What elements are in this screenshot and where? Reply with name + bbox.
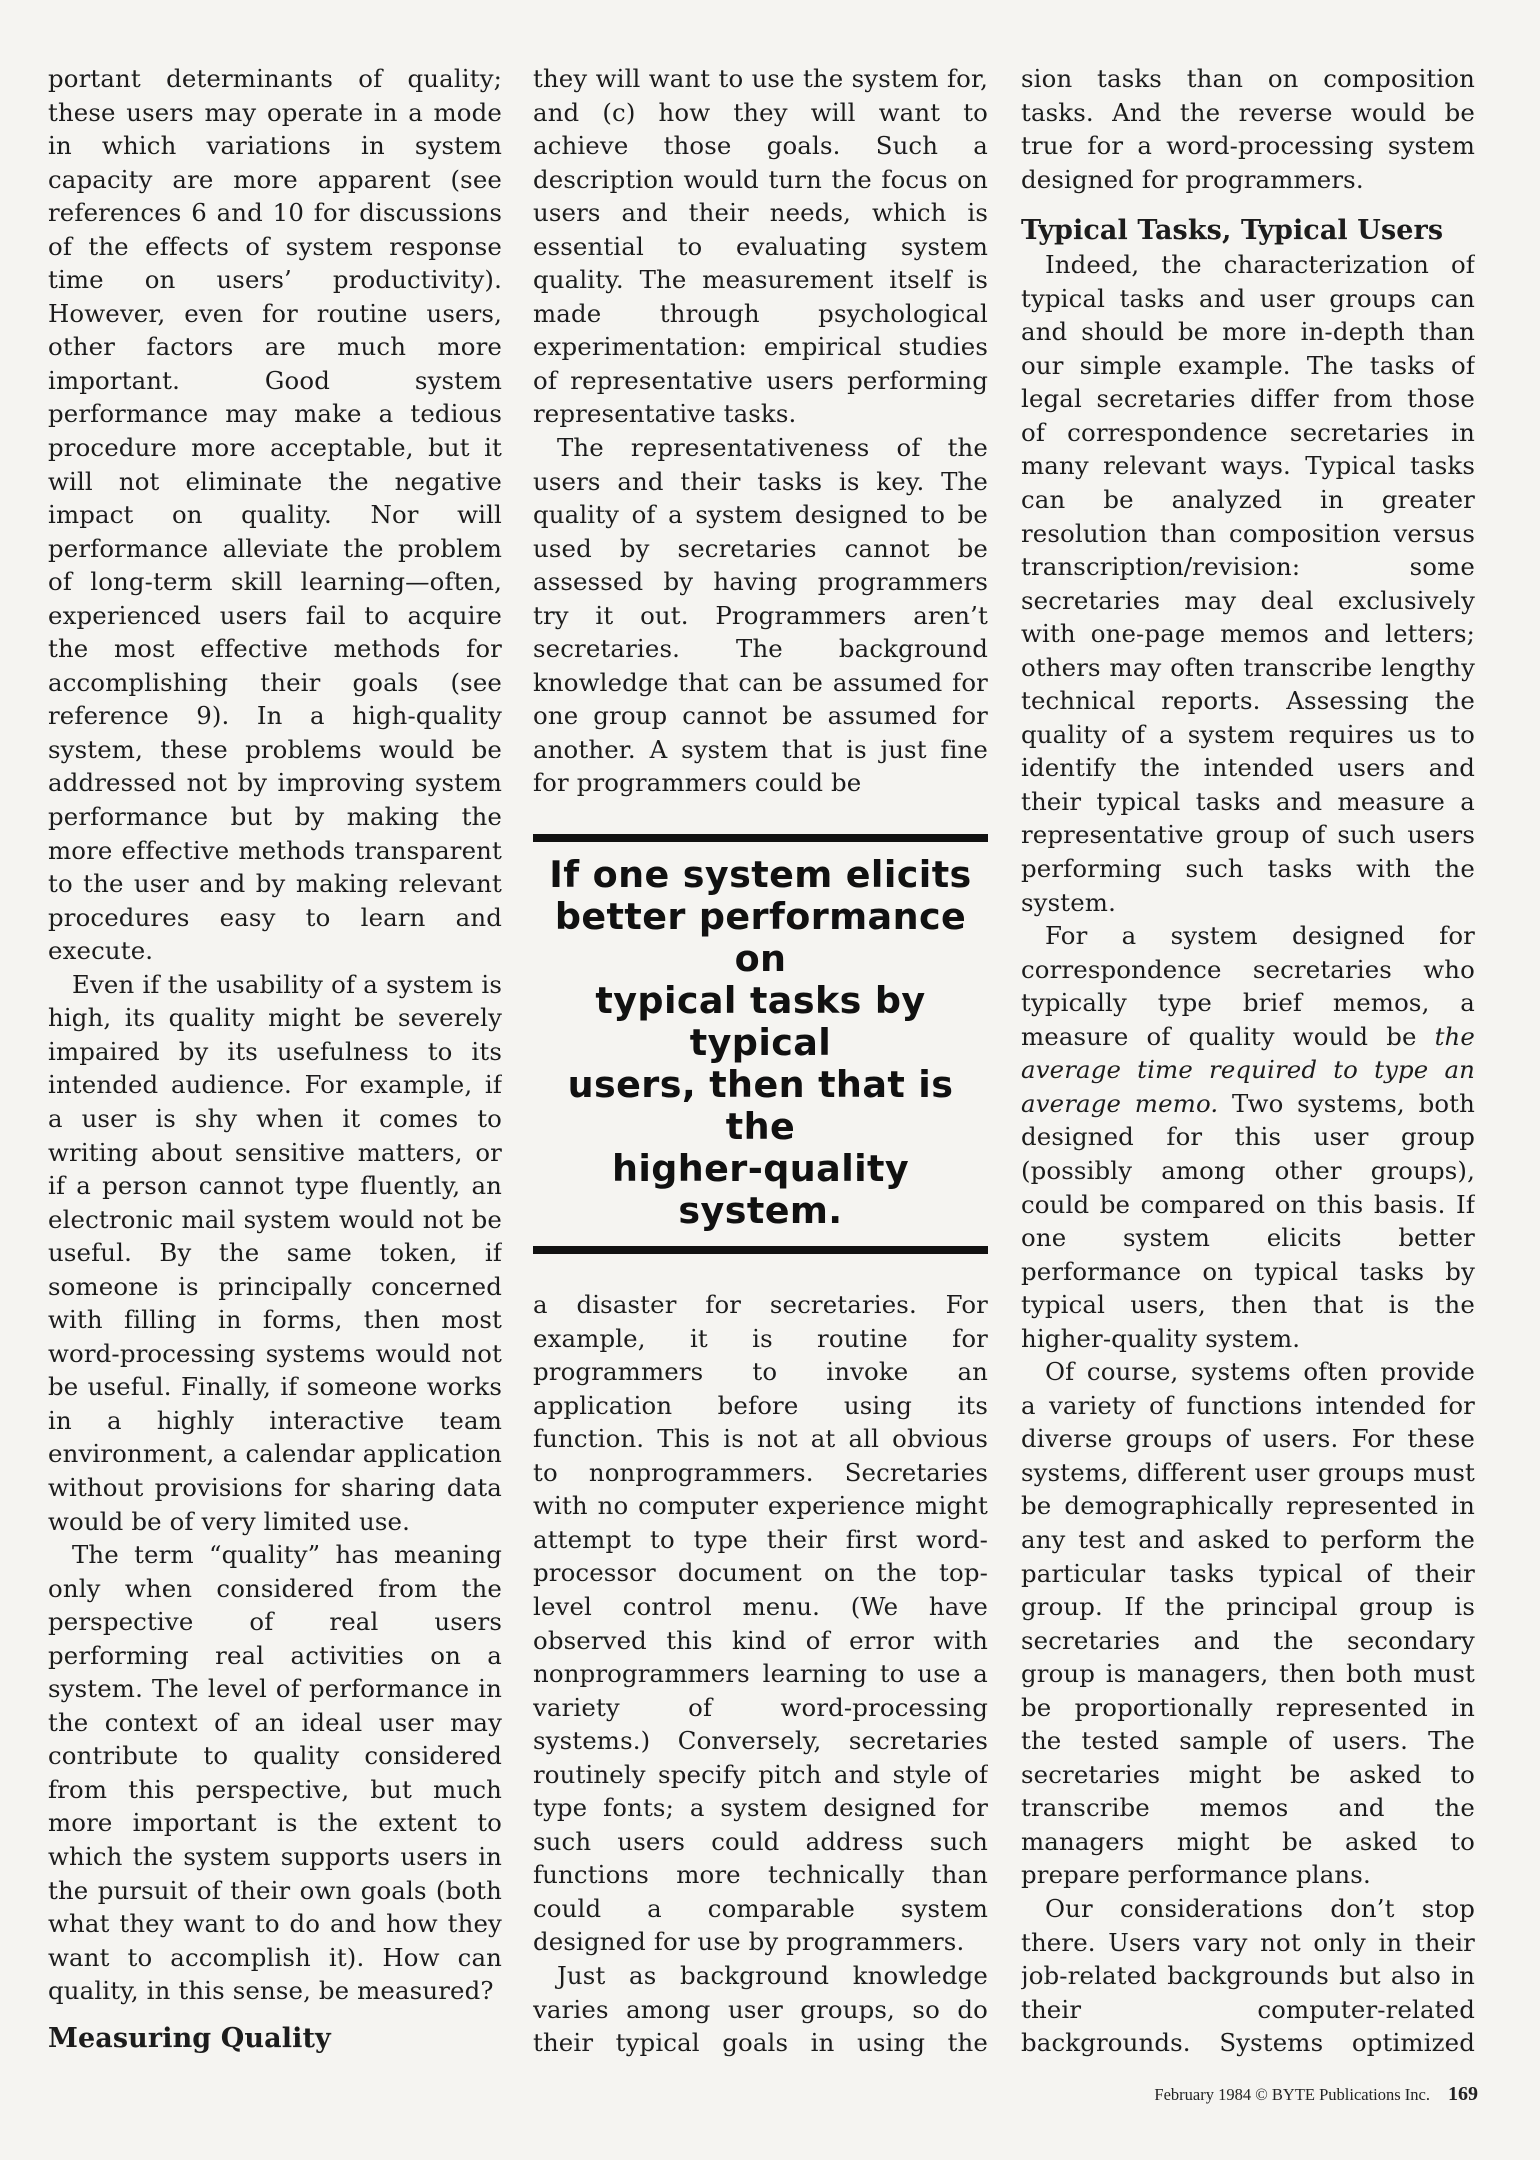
text-run: For a system designed for correspondence secretaries who typically type brief memos, a measure of quality would be bbox=[1021, 921, 1475, 1051]
pull-quote-line: If one system elicits bbox=[549, 853, 972, 897]
pull-quote-line: users, then that is the bbox=[567, 1063, 954, 1149]
paragraph: The representativeness of the users and their tasks is key. The quality of a system designed to be used by secretaries cannot be assessed by having programmers try it out. Programmers aren’t secretaries. The background knowledge that can be assumed for one group cannot be assumed for another. A system that is just fine for programmers could be bbox=[533, 433, 988, 798]
section-heading: Measuring Quality bbox=[48, 2022, 331, 2054]
paragraph bbox=[48, 2056, 502, 2057]
column-3 bbox=[1021, 62, 1475, 2057]
column-2 bbox=[533, 62, 988, 2057]
paragraph: Of course, systems often provide a variety of functions intended for diverse groups of users. For these systems, different user groups must be demographically represented in any test and asked to perform the particular tasks typical of their group. If the principal group is secretaries and the secondary group is managers, then both must be proportionally represented in the tested sample of users. The secretaries might be asked to transcribe memos and the managers might be asked to prepare performance plans. bbox=[1021, 1357, 1475, 1890]
paragraph: Indeed, the characterization of typical tasks and user groups can and should be more in-depth than our simple example. The tasks of legal secretaries differ from those of correspondence secretaries in many relevant ways. Typical tasks can be analyzed in greater resolution than composition versus transcription/revision: some secretaries may deal exclusively with one-page memos and letters; others may often transcribe lengthy technical reports. Assessing the quality of a system requires us to identify the intended users and their typical tasks and measure a representative group of such users performing such tasks with the system. bbox=[1021, 250, 1475, 917]
paragraph: portant determinants of quality; these users may operate in a mode in which variations in system capacity are more apparent (see references 6 and 10 for discussions of the effects of system response time on users’ productivity). However, even for routine users, other factors are much more important. Good system performance may make a tedious procedure more acceptable, but it will not eliminate the negative impact on quality. Nor will performance alleviate the problem of long-term skill learning—often, experienced users fail to acquire the most effective methods for accomplishing their goals (see reference 9). In a high-quality system, these problems would be addressed not by improving system performance but by making the more effective methods transparent to the user and by making relevant procedures easy to learn and execute. bbox=[48, 64, 502, 966]
paragraph: a disaster for secretaries. For example, it is routine for programmers to invoke an application before using its function. This is not at all obvious to nonprogrammers. Secretaries with no computer experience might attempt to type their first word-processor document on the top-level control menu. (We have observed this kind of error with nonprogrammers learning to use a variety of word-processing systems.) Conversely, secretaries routinely specify pitch and style of type fonts; a system designed for such users could address such functions more technically than could a comparable system designed for use by programmers. bbox=[533, 1290, 988, 1957]
paragraph: Even if the usability of a system is high, its quality might be severely impaired by its usefulness to its intended audience. For example, if a user is shy when it comes to writing about sensitive matters, or if a person cannot type fluently, an electronic mail system would not be useful. By the same token, if someone is principally concerned with filling in forms, then most word-processing systems would not be useful. Finally, if someone works in a highly interactive team environment, a calendar application without provisions for sharing data would be of very limited use. bbox=[48, 969, 502, 1536]
column-1 bbox=[48, 62, 502, 2057]
pull-quote-line: better performance on bbox=[554, 895, 967, 981]
paragraph: they will want to use the system for, and (c) how they will want to achieve those goals. Such a description would turn the focus on users and their needs, which is essential to evaluating system quality. The measurement itself is made through psychological experimentation: empirical studies of representative users performing representative tasks. bbox=[533, 64, 988, 429]
text-run: Two systems, both designed for this user group (possibly among other groups), could be compared on this basis. If one system elicits better performance on typical tasks by typical users, then that is the higher-quality system. bbox=[1021, 1088, 1475, 1353]
pull-quote-line: higher-quality system. bbox=[611, 1147, 910, 1233]
page-footer bbox=[1154, 2083, 1478, 2106]
paragraph: The term “quality” has meaning only when considered from the perspective of real users performing real activities on a system. The level of performance in the context of an ideal user may contribute to quality considered from this perspective, but much more important is the extent to which the system supports users in the pursuit of their own goals (both what they want to do and how they want to accomplish it). How can quality, in this sense, be measured? bbox=[48, 1540, 502, 2006]
paragraph bbox=[1021, 919, 1475, 1355]
section-heading: Typical Tasks, Typical Users bbox=[1021, 215, 1444, 247]
paragraph: Just as background knowledge varies among user groups, so do their typical goals in using the bbox=[533, 1960, 988, 2057]
pull-quote bbox=[533, 834, 988, 1254]
footer-citation: February 1984 © BYTE Publications Inc. bbox=[1154, 2085, 1430, 2104]
paragraph: sion tasks than on composition tasks. And the reverse would be true for a word-processing system designed for programmers. bbox=[1021, 64, 1475, 194]
page-number: 169 bbox=[1448, 2083, 1478, 2105]
italic-measure: the average time required to type an average memo. bbox=[1021, 1021, 1475, 1118]
pull-quote-line: typical tasks by typical bbox=[595, 979, 926, 1065]
paragraph: Our considerations don’t stop there. Users vary not only in their job-related backgrounds but also in their computer-related backgrounds. Systems optimized bbox=[1021, 1893, 1475, 2057]
